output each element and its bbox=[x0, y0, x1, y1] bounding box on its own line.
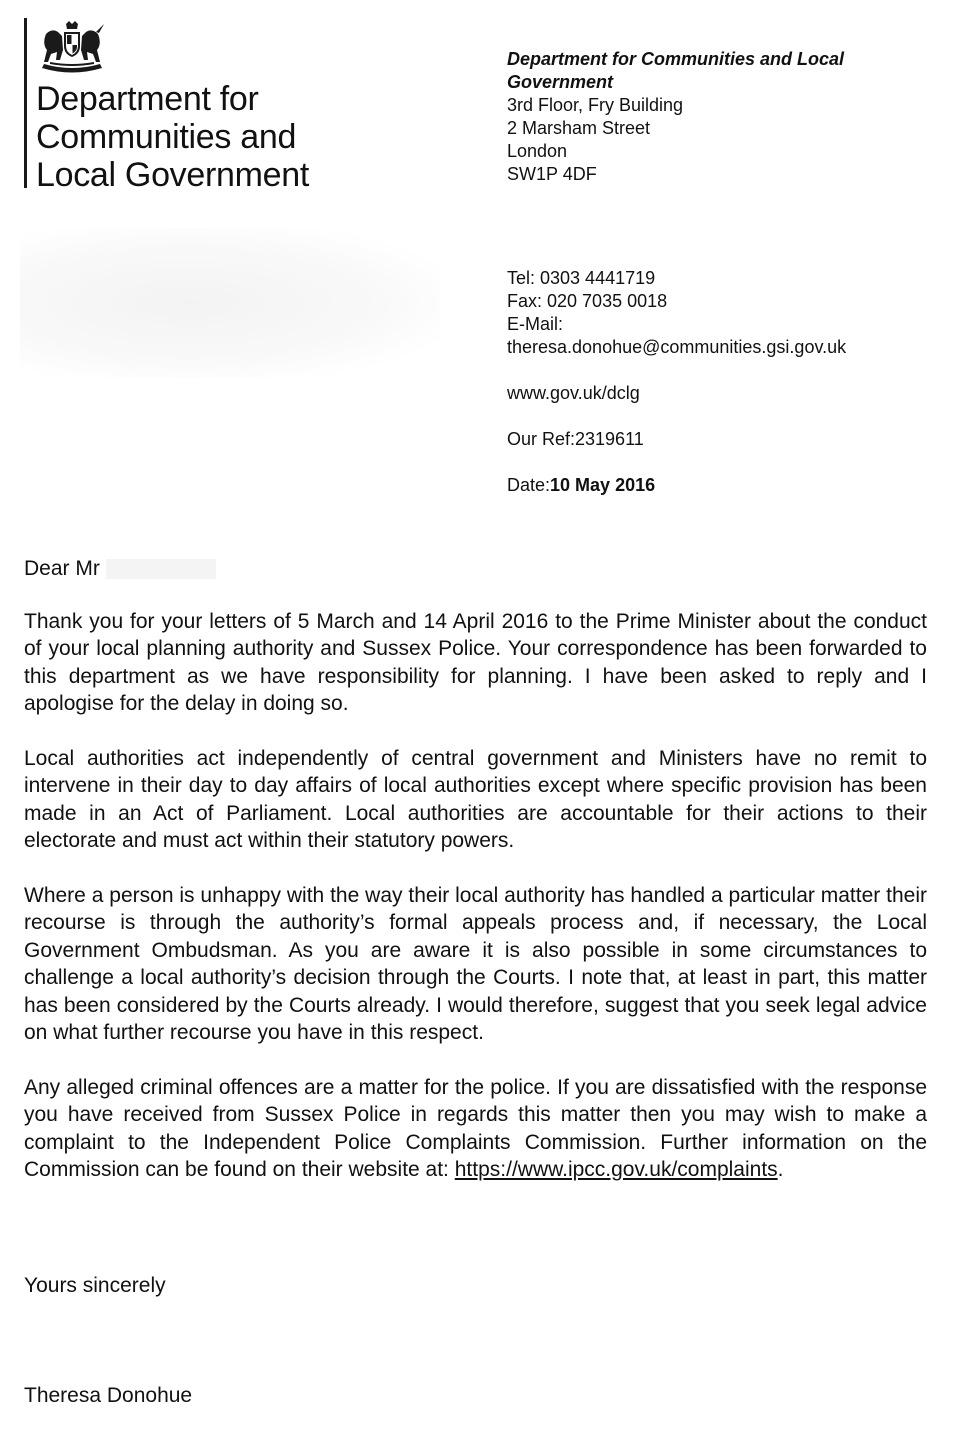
paragraph-2: Local authorities act independently of central government and Ministers have no remit to intervene in their day to day affairs of local authorities except where specific provision has been made in an Act of Parliament. Local authorities are accountable for their actions to their electorate and must act within their statutory powers. bbox=[24, 747, 927, 853]
reference: Our Ref:2319611 bbox=[507, 429, 644, 449]
department-name-line2: Communities and bbox=[36, 118, 297, 156]
date-label: Date: bbox=[507, 475, 551, 495]
letterhead-rule bbox=[24, 18, 27, 188]
fax: Fax: 020 7035 0018 bbox=[507, 291, 668, 311]
website: www.gov.uk/dclg bbox=[507, 383, 640, 403]
redacted-recipient-address bbox=[20, 228, 440, 378]
paragraph-4 bbox=[24, 1074, 927, 1184]
department-name-line1: Department for bbox=[36, 80, 259, 118]
telephone: Tel: 0303 4441719 bbox=[507, 268, 656, 288]
email-address: theresa.donohue@communities.gsi.gov.uk bbox=[507, 337, 847, 357]
sender-street1: 3rd Floor, Fry Building bbox=[507, 95, 684, 115]
royal-crest-icon bbox=[36, 20, 108, 76]
contact-details bbox=[507, 267, 846, 497]
redacted-recipient-name bbox=[106, 559, 216, 579]
letter-date bbox=[507, 474, 846, 497]
sender-city: London bbox=[507, 141, 568, 161]
email-label: E-Mail: bbox=[507, 314, 564, 334]
sender-address bbox=[507, 48, 844, 186]
paragraph-1: Thank you for your letters of 5 March and 14 April 2016 to the Prime Minister about the conduct of your local planning authority and Sussex Police. Your correspondence has been forwarded to this department as we have responsibility for planning. I have been asked to reply and I apologise for the delay in doing so. bbox=[24, 610, 927, 716]
signatory-name: Theresa Donohue bbox=[24, 1384, 193, 1407]
department-name-line3: Local Government bbox=[36, 156, 310, 194]
sender-street2: 2 Marsham Street bbox=[507, 118, 651, 138]
closing: Yours sincerely bbox=[24, 1274, 166, 1297]
date-value: 10 May 2016 bbox=[550, 475, 656, 495]
salutation-text: Dear Mr bbox=[24, 557, 100, 580]
paragraph-4-end: . bbox=[777, 1158, 784, 1182]
sender-org-line1: Department for Communities and Local bbox=[507, 49, 845, 69]
sender-postcode: SW1P 4DF bbox=[507, 164, 597, 184]
sender-org-line2: Government bbox=[507, 72, 614, 92]
salutation bbox=[24, 556, 216, 582]
letter-body bbox=[24, 608, 927, 1211]
department-name bbox=[36, 80, 309, 194]
paragraph-4-text: Any alleged criminal offences are a matter for the police. If you are dissatisfied with the response you have received from Sussex Police in regards this matter then you may wish to make a complaint to the Independent Police Complaints Commission. Further information on the Commission can be found on their website at: bbox=[24, 1075, 927, 1182]
ipcc-complaints-link[interactable]: https://www.ipcc.gov.uk/complaints bbox=[454, 1158, 778, 1182]
paragraph-3: Where a person is unhappy with the way their local authority has handled a particular matter their recourse is through the authority’s formal appeals process and, if necessary, the Local Government Ombudsman. As you are aware it is also possible in some circumstances to challenge a local authority’s decision through the Courts. I note that, at least in part, this matter has been considered by the Courts already. I would therefore, suggest that you seek legal advice on what further recourse you have in this respect. bbox=[24, 884, 927, 1045]
